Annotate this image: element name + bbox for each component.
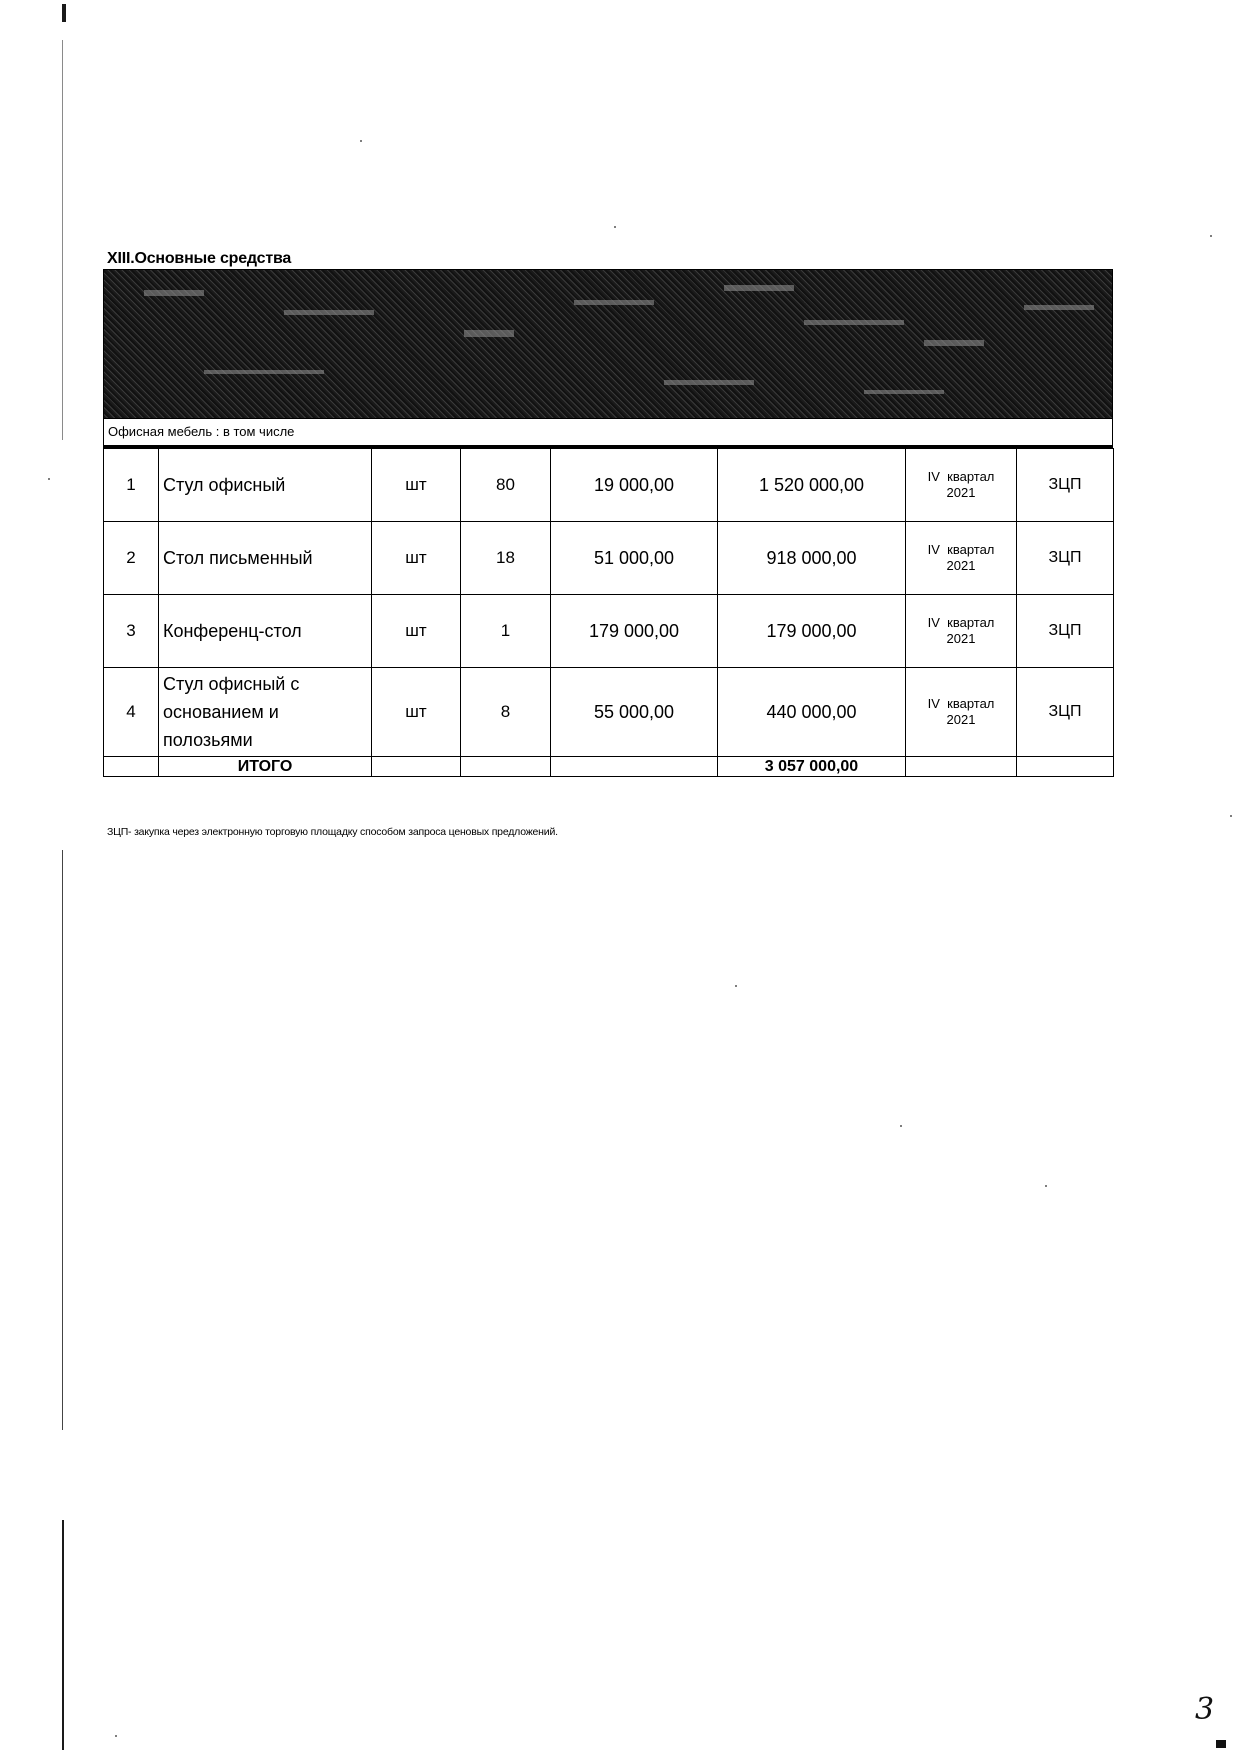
cell-method: ЗЦП	[1017, 449, 1114, 522]
period-roman: IV	[927, 469, 940, 484]
total-empty-cell	[551, 757, 718, 777]
cell-sum: 179 000,00	[718, 595, 906, 668]
cell-qty: 1	[461, 595, 551, 668]
scan-speck	[115, 1735, 117, 1737]
period-roman: IV	[927, 615, 940, 630]
cell-unit: шт	[372, 449, 461, 522]
cell-method: ЗЦП	[1017, 595, 1114, 668]
table-row	[104, 595, 1114, 668]
cell-price: 179 000,00	[551, 595, 718, 668]
subheader-office-furniture: Офисная мебель : в том числе	[103, 419, 1113, 448]
cell-method: ЗЦП	[1017, 668, 1114, 757]
scan-edge-line	[62, 40, 63, 440]
cell-name: Конференц-стол	[159, 595, 372, 668]
cell-num: 3	[104, 595, 159, 668]
scan-edge-line	[62, 850, 63, 1430]
fixed-assets-table	[103, 269, 1113, 777]
scan-speck	[360, 140, 362, 142]
total-empty-cell	[1017, 757, 1114, 777]
period-word: квартал	[947, 542, 995, 557]
scan-speck	[1045, 1185, 1047, 1187]
total-empty-cell	[372, 757, 461, 777]
cell-unit: шт	[372, 522, 461, 595]
cell-period	[906, 668, 1017, 757]
total-empty-cell	[104, 757, 159, 777]
footnote: ЗЦП- закупка через электронную торговую площадку способом запроса ценовых предложений.	[107, 826, 558, 838]
cell-price: 19 000,00	[551, 449, 718, 522]
items-table	[103, 448, 1114, 777]
cell-name: Стул офисный с основанием и полозьями	[159, 668, 372, 757]
total-sum: 3 057 000,00	[718, 757, 906, 777]
page-number: 3	[1195, 1692, 1215, 1727]
period-year: 2021	[946, 558, 976, 573]
period-roman: IV	[927, 542, 940, 557]
cell-unit: шт	[372, 595, 461, 668]
cell-num: 2	[104, 522, 159, 595]
scan-corner-mark	[1216, 1740, 1226, 1748]
period-year: 2021	[946, 485, 976, 500]
cell-period	[906, 595, 1017, 668]
cell-qty: 18	[461, 522, 551, 595]
period-year: 2021	[946, 712, 976, 727]
total-row	[104, 757, 1114, 777]
cell-sum: 440 000,00	[718, 668, 906, 757]
period-year: 2021	[946, 631, 976, 646]
cell-price: 51 000,00	[551, 522, 718, 595]
table-row	[104, 522, 1114, 595]
table-row	[104, 668, 1114, 757]
cell-method: ЗЦП	[1017, 522, 1114, 595]
cell-qty: 8	[461, 668, 551, 757]
table-row	[104, 449, 1114, 522]
total-empty-cell	[461, 757, 551, 777]
period-roman: IV	[927, 696, 940, 711]
total-empty-cell	[906, 757, 1017, 777]
period-word: квартал	[947, 696, 995, 711]
cell-qty: 80	[461, 449, 551, 522]
scan-edge-mark	[62, 4, 66, 22]
scan-speck	[1230, 815, 1232, 817]
cell-price: 55 000,00	[551, 668, 718, 757]
scan-speck	[900, 1125, 902, 1127]
scan-edge-line	[62, 1520, 64, 1750]
scan-speck	[735, 985, 737, 987]
cell-sum: 918 000,00	[718, 522, 906, 595]
cell-period	[906, 449, 1017, 522]
cell-name: Стол письменный	[159, 522, 372, 595]
scan-speck	[1210, 235, 1212, 237]
cell-num: 1	[104, 449, 159, 522]
cell-period	[906, 522, 1017, 595]
cell-name: Стул офисный	[159, 449, 372, 522]
scan-speck	[48, 478, 50, 480]
total-label: ИТОГО	[159, 757, 372, 777]
cell-num: 4	[104, 668, 159, 757]
section-title: XIII.Основные средства	[107, 250, 292, 267]
period-word: квартал	[947, 615, 995, 630]
cell-unit: шт	[372, 668, 461, 757]
period-word: квартал	[947, 469, 995, 484]
cell-sum: 1 520 000,00	[718, 449, 906, 522]
table-header-redacted	[103, 269, 1113, 419]
scan-speck	[614, 226, 616, 228]
